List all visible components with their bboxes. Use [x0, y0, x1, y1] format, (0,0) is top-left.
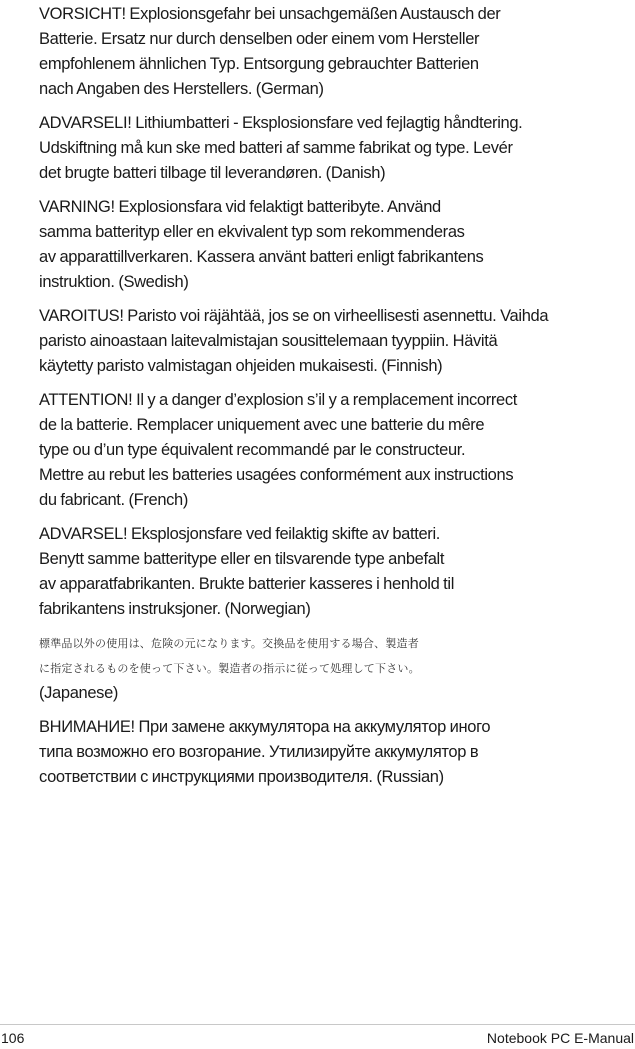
warning-japanese-text: 標準品以外の使用は、危険の元になります。交換品を使用する場合、製造者 に指定されるものを使って下さい。製造者の指示に従って処理して下さい。	[39, 637, 420, 675]
warning-russian: ВНИМАНИЕ! При замене аккумулятора на аккумулятор иного типа возможно его возгорание. Утилизируйте аккумулятор в соответствии с инструкциями производителя. (Russian)	[39, 718, 491, 786]
warning-swedish: VARNING! Explosionsfara vid felaktigt batteribyte. Använd samma batterityp eller en ekvivalent typ som rekommenderas av apparattillverkaren. Kassera använt batteri enligt fabrikantens instruktion. (Swedish)	[39, 198, 484, 291]
document-title: Notebook PC E-Manual	[486, 1030, 634, 1046]
warning-german: VORSICHT! Explosionsgefahr bei unsachgemäßen Austausch der Batterie. Ersatz nur durch denselben oder einem vom Hersteller empfohlenem ähnlichen Typ. Entsorgung gebrauchter Batterien nach Angaben des Herstellers. (German)	[39, 5, 501, 98]
document-body	[39, 2, 635, 799]
warning-norwegian: ADVARSEL! Eksplosjonsfare ved feilaktig skifte av batteri. Benytt samme batteritype eller en tilsvarende type anbefalt av apparatfabrikanten. Brukte batterier kasseres i henhold til fabrikantens instruksjoner. (Norwegian)	[39, 525, 455, 618]
warning-finnish: VAROITUS! Paristo voi räjähtää, jos se on virheellisesti asennettu. Vaihda paristo ainoastaan laitevalmistajan sousittelemaan tyyppiin. Hävitä käytetty paristo valmistagan ohjeiden mukaisesti. (Finnish)	[39, 307, 549, 375]
page-footer	[0, 1029, 635, 1049]
warning-japanese-label: (Japanese)	[39, 684, 119, 702]
footer-divider	[0, 1024, 635, 1025]
warning-japanese	[39, 631, 635, 706]
page-number: 106	[1, 1030, 25, 1046]
warning-danish: ADVARSELI! Lithiumbatteri - Eksplosionsfare ved fejlagtig håndtering. Udskiftning må kun ske med batteri af samme fabrikat og type. Levér det brugte batteri tilbage til leverandøren. (Danish)	[39, 114, 523, 182]
warning-french: ATTENTION! Il y a danger d’explosion s’il y a remplacement incorrect de la batterie. Remplacer uniquement avec une batterie du mêre type ou d’un type équivalent recommandé par le constructeur. Mettre au rebut les batteries usagées conformément aux instructions du fabricant. (French)	[39, 391, 517, 509]
